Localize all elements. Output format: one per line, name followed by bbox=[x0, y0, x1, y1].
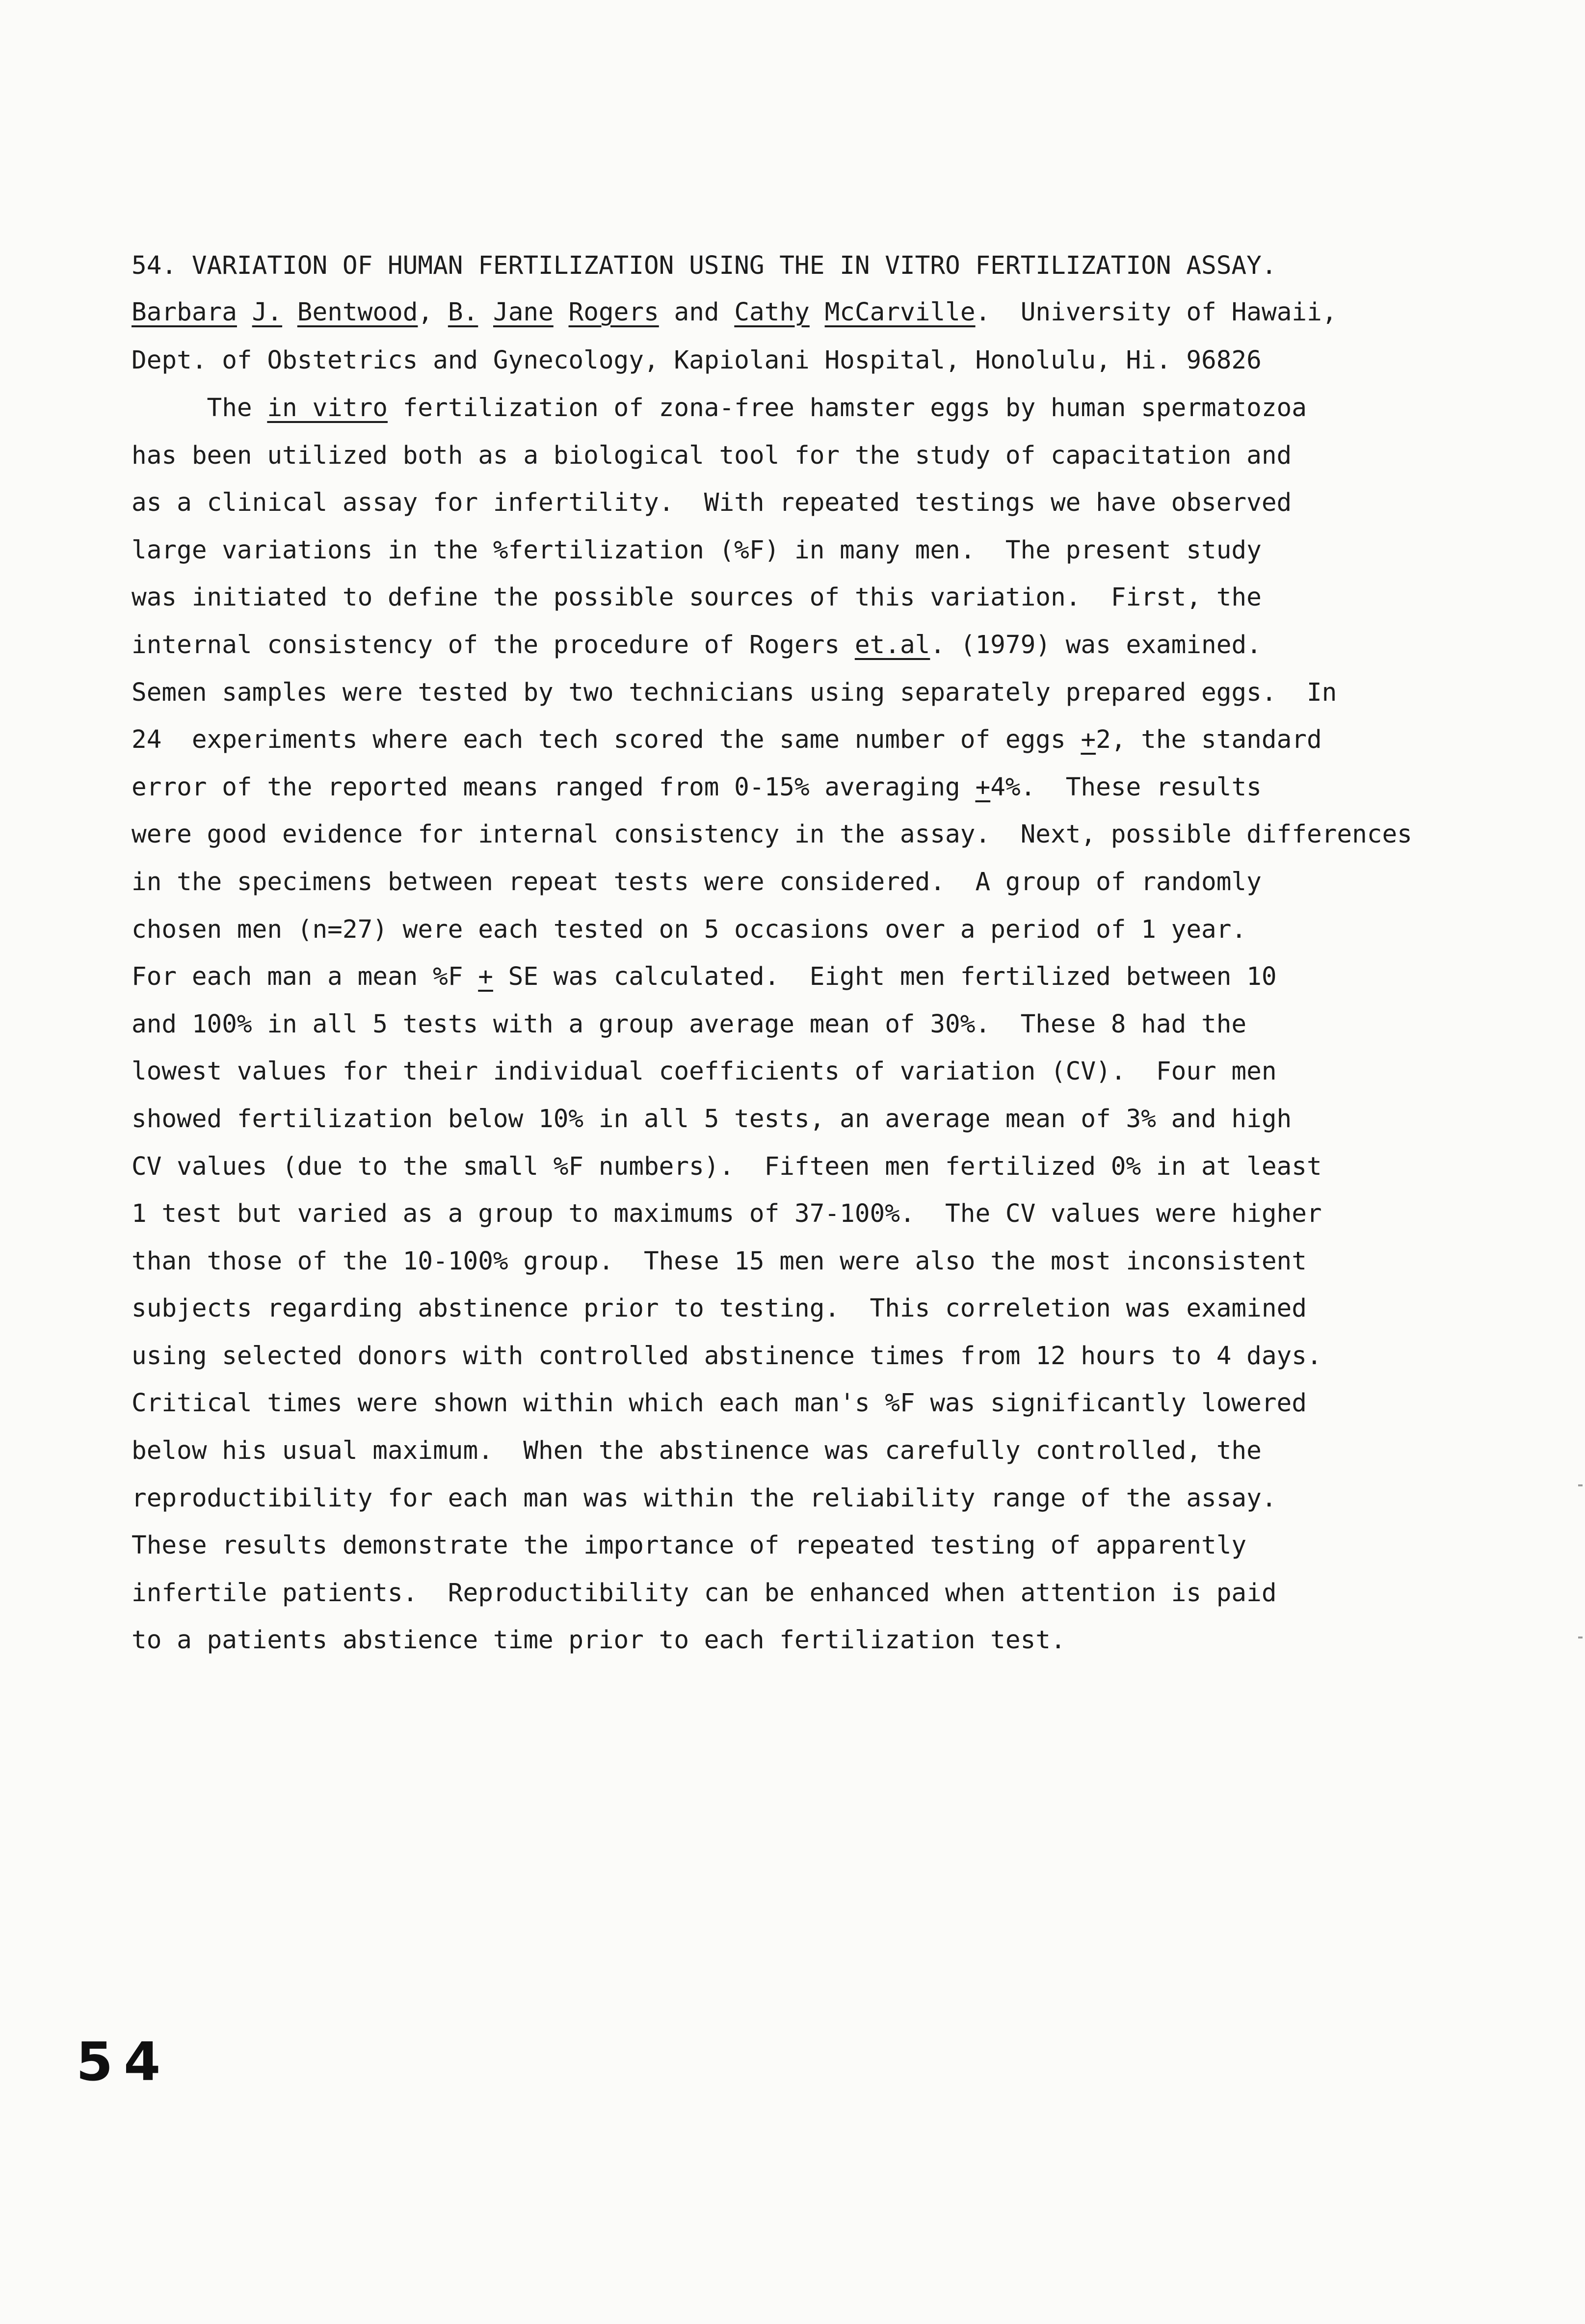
university-name: . University of Hawaii, bbox=[975, 298, 1337, 327]
author-initial: B. bbox=[448, 298, 478, 327]
body-text-line bbox=[132, 1294, 1506, 1342]
body-text: 1 test but varied as a group to maximums of 37-100%. The CV values were higher bbox=[132, 1199, 1322, 1229]
body-text: infertile patients. Reproductibility can be enhanced when attention is paid bbox=[132, 1578, 1277, 1608]
body-text-line bbox=[132, 915, 1506, 963]
body-text-line bbox=[132, 1199, 1506, 1247]
body-text-line bbox=[132, 1152, 1506, 1200]
body-text: 4%. These results bbox=[990, 772, 1262, 802]
body-text-line bbox=[132, 441, 1506, 489]
page-number: 54 bbox=[76, 2032, 172, 2093]
body-text: reproductibility for each man was within the reliability range of the assay. bbox=[132, 1483, 1277, 1513]
underlined-text: in vitro bbox=[267, 394, 388, 423]
underlined-text: + bbox=[478, 962, 493, 992]
body-text-line bbox=[132, 1105, 1506, 1152]
body-text: below his usual maximum. When the abstinence was carefully controlled, the bbox=[132, 1436, 1262, 1466]
body-text: in the specimens between repeat tests were considered. A group of randomly bbox=[132, 867, 1262, 897]
author-list bbox=[132, 298, 1337, 327]
body-text: CV values (due to the small %F numbers). Fifteen men fertilized 0% in at least bbox=[132, 1152, 1322, 1181]
body-text: These results demonstrate the importance of repeated testing of apparently bbox=[132, 1531, 1247, 1560]
body-text: . (1979) was examined. bbox=[930, 630, 1262, 660]
body-text: fertilization of zona-free hamster eggs by human spermatozoa bbox=[387, 394, 1307, 423]
body-text-line bbox=[132, 1389, 1506, 1436]
body-text-line bbox=[132, 820, 1506, 868]
body-text-line bbox=[132, 488, 1506, 536]
author-middle-name: Jane bbox=[493, 298, 554, 327]
body-text-line bbox=[132, 1436, 1506, 1484]
body-text: and 100% in all 5 tests with a group average mean of 30%. These 8 had the bbox=[132, 1009, 1247, 1039]
body-text: 24 experiments where each tech scored the same number of eggs bbox=[132, 725, 1081, 755]
body-text: large variations in the %fertilization (%F) in many men. The present study bbox=[132, 535, 1262, 565]
author-first-name: Cathy bbox=[734, 298, 810, 327]
body-text-line bbox=[132, 1484, 1506, 1532]
body-text-line bbox=[132, 631, 1506, 678]
body-text-line bbox=[132, 773, 1506, 820]
body-text: Semen samples were tested by two technicians using separately prepared eggs. In bbox=[132, 678, 1337, 707]
body-text-line bbox=[132, 536, 1506, 583]
body-text: The bbox=[132, 394, 267, 423]
abstract-body bbox=[132, 394, 1506, 1673]
margin-mark bbox=[1578, 1637, 1583, 1638]
margin-mark bbox=[1578, 1484, 1583, 1486]
body-text: using selected donors with controlled abstinence times from 12 hours to 4 days. bbox=[132, 1341, 1322, 1371]
body-text: subjects regarding abstinence prior to testing. This correletion was examined bbox=[132, 1294, 1307, 1323]
body-text-line bbox=[132, 583, 1506, 631]
body-text: than those of the 10-100% group. These 15 men were also the most inconsistent bbox=[132, 1246, 1307, 1276]
affiliation: Dept. of Obstetrics and Gynecology, Kapiolani Hospital, Honolulu, Hi. 96826 bbox=[132, 346, 1262, 375]
author-last-name: McCarville bbox=[824, 298, 976, 327]
body-text-line bbox=[132, 1531, 1506, 1579]
body-text: showed fertilization below 10% in all 5 tests, an average mean of 3% and high bbox=[132, 1104, 1292, 1134]
body-text-line bbox=[132, 678, 1506, 726]
body-text: to a patients abstience time prior to each fertilization test. bbox=[132, 1626, 1066, 1655]
body-text-line bbox=[132, 1057, 1506, 1105]
underlined-text: et.al bbox=[854, 630, 930, 660]
body-text-line bbox=[132, 1342, 1506, 1389]
underlined-text: + bbox=[1081, 725, 1096, 755]
body-text: For each man a mean %F bbox=[132, 962, 478, 992]
author-last-name: Rogers bbox=[568, 298, 659, 327]
body-text-line bbox=[132, 1010, 1506, 1057]
body-text: were good evidence for internal consistency in the assay. Next, possible differences bbox=[132, 820, 1412, 849]
author-separator: and bbox=[659, 298, 735, 327]
body-text-line bbox=[132, 1579, 1506, 1626]
author-last-name: Bentwood bbox=[297, 298, 418, 327]
body-text: internal consistency of the procedure of Rogers bbox=[132, 630, 855, 660]
author-separator: , bbox=[418, 298, 448, 327]
body-text: was initiated to define the possible sources of this variation. First, the bbox=[132, 583, 1262, 612]
body-text-line bbox=[132, 725, 1506, 773]
body-text: error of the reported means ranged from 0-15% averaging bbox=[132, 772, 976, 802]
body-text: as a clinical assay for infertility. With repeated testings we have observed bbox=[132, 488, 1292, 518]
body-text-line bbox=[132, 1626, 1506, 1673]
body-text-line bbox=[132, 1247, 1506, 1294]
body-text: 2, the standard bbox=[1096, 725, 1322, 755]
author-first-name: Barbara bbox=[132, 298, 237, 327]
abstract-title: 54. VARIATION OF HUMAN FERTILIZATION USING THE IN VITRO FERTILIZATION ASSAY. bbox=[132, 251, 1277, 280]
author-middle-initial: J. bbox=[252, 298, 283, 327]
body-text: has been utilized both as a biological tool for the study of capacitation and bbox=[132, 441, 1292, 470]
body-text: SE was calculated. Eight men fertilized between 10 bbox=[493, 962, 1277, 992]
body-text: Critical times were shown within which each man's %F was significantly lowered bbox=[132, 1389, 1307, 1418]
body-text: chosen men (n=27) were each tested on 5 occasions over a period of 1 year. bbox=[132, 915, 1247, 944]
body-text-line bbox=[132, 868, 1506, 915]
body-text-line bbox=[132, 962, 1506, 1010]
underlined-text: + bbox=[975, 772, 991, 802]
body-text-line bbox=[132, 394, 1506, 441]
body-text: lowest values for their individual coefficients of variation (CV). Four men bbox=[132, 1057, 1277, 1086]
